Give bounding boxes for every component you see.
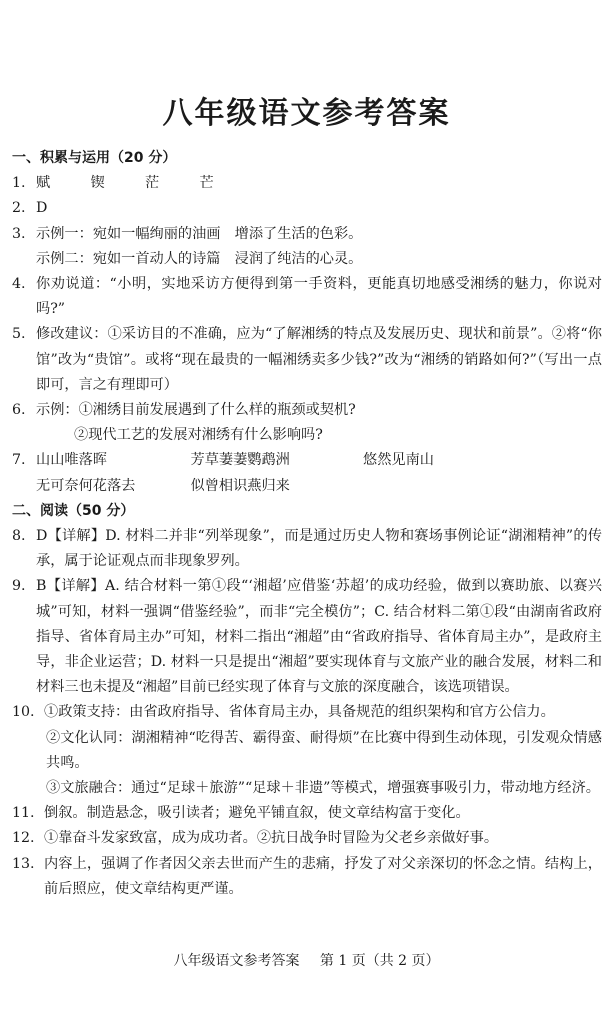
answer-text: ①靠奋斗发家致富，成为成功者。②抗日战争时冒险为父老乡亲做好事。 [44,830,499,847]
question-number: 2. [12,200,26,217]
answer-text: 内容上，强调了作者因父亲去世而产生的悲痛，抒发了对父亲深切的怀念之情。结构上，前后照应，使文章结构更严谨。 [44,855,602,897]
question-11 [12,801,602,826]
answer-text: 示例：①湘绣目前发展遇到了什么样的瓶颈或契机? [36,402,356,419]
answer-text: D [36,200,48,217]
question-6 [12,398,602,423]
answer-body [12,146,602,902]
question-number: 7. [12,452,26,469]
question-number: 10. [12,704,35,721]
question-number: 11. [12,805,35,822]
question-number: 4. [12,276,26,293]
question-number: 13. [12,855,35,872]
answer-text: 示例一：宛如一幅绚丽的油画 增添了生活的色彩。 [36,225,363,242]
question-number: 5. [12,326,26,343]
poem-line: 芳草萋萋鹦鹉洲 [190,452,290,469]
section-heading-1: 一、积累与运用（20 分） [12,150,177,166]
answer-text: ①政策支持：由省政府指导、省体育局主办，具备规范的组织架构和官方公信力。 [44,704,555,721]
question-7 [12,448,602,473]
question-12 [12,826,602,851]
question-number: 6. [12,402,26,419]
question-10 [12,700,602,725]
question-number: 8. [12,528,26,545]
footer-doc-title: 八年级语文参考答案 [173,953,300,969]
section-heading-2: 二、阅读（50 分） [12,502,135,519]
question-number: 9. [12,578,26,595]
answer-text: 你劝说道：“小明，实地采访方便得到第一手资料，更能真切地感受湘绣的魅力，你说对吗?” [36,276,602,318]
poem-line: 似曾相识燕归来 [190,477,290,494]
answer-text: 倒叙。制造悬念，吸引读者；避免平铺直叙，使文章结构富于变化。 [44,805,470,822]
answer-word: 赋 [36,175,51,192]
poem-line: 悠然见南山 [363,452,434,469]
question-3 [12,222,602,247]
question-1 [12,171,602,196]
question-5 [12,322,602,398]
question-3-line-2: 示例二：宛如一首动人的诗篇 浸润了纯洁的心灵。 [36,250,363,267]
question-7-line-2 [12,474,602,499]
question-6-line-2: ②现代工艺的发展对湘绣有什么影响吗? [74,427,323,444]
question-10-point-3: ③文旅融合：通过“足球＋旅游”“足球＋非遗”等模式，增强赛事吸引力，带动地方经济。 [46,780,600,797]
question-number: 12. [12,830,35,847]
answer-word: 锲 [90,175,105,192]
page-title: 八年级语文参考答案 [162,96,451,131]
answer-text: 修改建议：①采访目的不准确，应为“了解湘绣的特点及发展历史、现状和前景”。②将“你馆”改为“贵馆”。或将“现在最贵的一幅湘绣卖多少钱?”改为“湘绣的销路如何?”（写出一点即可，言之有理即可） [36,326,602,393]
question-2 [12,196,602,221]
poem-line: 山山唯落晖 [36,452,107,469]
footer-page-number: 第 1 页（共 2 页） [319,953,440,969]
question-number: 1. [12,175,26,192]
answer-word: 芒 [199,175,214,192]
question-9 [12,574,602,700]
answer-word: 茫 [145,175,160,192]
page-footer [0,950,613,970]
question-10-point-2: ②文化认同：湖湘精神“吃得苦、霸得蛮、耐得烦”在比赛中得到生动体现，引发观众情感共鸣。 [46,729,602,771]
answer-text: D【详解】D. 材料二并非“列举现象”，而是通过历史人物和赛场事例论证“湖湘精神”的传承，属于论证观点而非现象罗列。 [36,528,602,570]
question-4 [12,272,602,322]
question-8 [12,524,602,574]
poem-line: 无可奈何花落去 [36,477,136,494]
question-13 [12,852,602,902]
question-number: 3. [12,225,26,242]
answer-text: B【详解】A. 结合材料一第①段“‘湘超’应借鉴‘苏超’的成功经验，做到以赛助旅、以赛兴城”可知，材料一强调“借鉴经验”，而非“完全模仿”；C. 结合材料二第①段“由湖南省政府指导、省体育局主办”可知，材料二指出“湘超”由“省政府指导、省体育局主办”，是政府主导，非企业运营；D. 材料一只是提出“湘超”要实现体育与文旅产业的融合发展，材料二和材料三也未提及“湘超”目前已经实现了体育与文旅的深度融合，该选项错误。 [36,578,602,696]
